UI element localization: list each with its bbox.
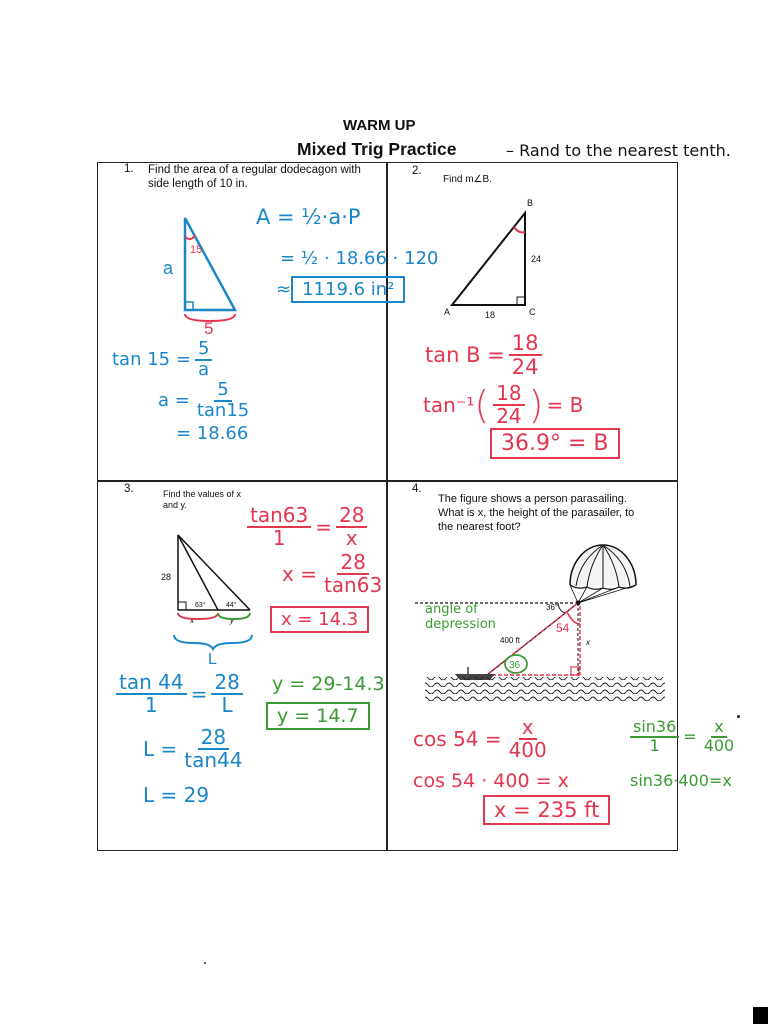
angle-b-arc	[514, 227, 525, 232]
stray-dot	[737, 715, 740, 718]
boat-angle-label: 36	[509, 660, 521, 671]
page-title: Mixed Trig Practice	[297, 139, 457, 159]
distance-label: 400 ft	[500, 636, 521, 645]
l-value: L = 29	[143, 783, 210, 807]
equation-lhs: cos 54 =	[413, 727, 502, 751]
x-label: x	[190, 616, 194, 625]
problem-3-question: Find the values of x and y.	[163, 489, 242, 510]
fraction	[247, 505, 311, 549]
problem-1-question: Find the area of a regular dodecagon with side length of 10 in.	[148, 164, 361, 190]
inverse-tan-equation	[423, 383, 586, 427]
tan15-equation	[112, 340, 216, 380]
denominator: x	[345, 526, 358, 550]
fraction	[116, 672, 187, 716]
y-bracket	[218, 613, 250, 619]
inverse-tan: tan⁻¹	[423, 393, 475, 417]
equals-sign: =	[315, 515, 332, 539]
angle-label: 15	[190, 244, 203, 256]
numerator: 5	[214, 381, 231, 402]
tanB-equation	[425, 332, 546, 378]
approx-sign: ≈	[276, 279, 292, 300]
warm-up-label: WARM UP	[343, 117, 416, 134]
tan44-equation	[112, 672, 247, 716]
fraction	[509, 332, 542, 378]
outer-hypotenuse	[178, 535, 250, 610]
grid-horizontal-divider	[97, 480, 678, 482]
total-brace	[174, 635, 252, 649]
denominator: 400	[703, 735, 735, 755]
fraction	[493, 383, 524, 427]
equation-lhs: tan 15 =	[112, 349, 191, 371]
fraction	[211, 672, 242, 716]
inner-hypotenuse	[178, 535, 218, 610]
stray-dot	[204, 962, 206, 964]
denominator: a	[198, 358, 210, 380]
cos54-equation	[413, 717, 554, 761]
side-bc-label: 24	[531, 254, 542, 264]
side-label: a	[163, 258, 174, 278]
problem-2-answer-line	[490, 428, 620, 459]
numerator: 28	[337, 552, 368, 575]
angle-44-label: 44°	[226, 602, 237, 609]
numerator: tan63	[247, 505, 311, 528]
equation-lhs: L =	[143, 737, 178, 761]
l-solve-equation	[143, 727, 250, 771]
height-label: 28	[161, 572, 172, 582]
equals-sign: =	[683, 727, 697, 747]
right-angle-marker	[517, 297, 525, 305]
a-value: = 18.66	[176, 423, 249, 444]
side-ac-label: 18	[485, 310, 496, 320]
open-paren: (	[474, 383, 490, 427]
angle-63-label: 63°	[195, 602, 206, 609]
fraction	[506, 717, 550, 761]
numerator: 28	[198, 727, 229, 750]
denominator: tan44	[184, 748, 243, 772]
x-answer-line	[270, 606, 369, 633]
height-answer-box: x = 235 ft	[483, 795, 610, 825]
area-answer-line	[276, 276, 405, 303]
scan-corner-mark	[753, 1007, 768, 1024]
fraction	[195, 340, 212, 380]
area-substitution: = ½ · 18.66 · 120	[280, 248, 439, 269]
denominator: 24	[496, 404, 522, 428]
area-formula: A = ½·a·P	[256, 205, 361, 229]
denominator: 1	[649, 735, 660, 755]
equation-lhs: tan B =	[425, 343, 505, 368]
x-solve-equation	[282, 552, 389, 596]
sin36-solve: sin36·400=x	[630, 771, 732, 790]
denominator: 1	[144, 693, 158, 717]
fraction	[701, 719, 738, 755]
y-answer-box: y = 14.7	[266, 702, 370, 730]
close-paren: )	[528, 383, 544, 427]
denominator: tan63	[323, 573, 383, 597]
right-angle-marker	[178, 602, 186, 610]
total-label: L	[208, 651, 217, 668]
denominator: 400	[508, 738, 547, 762]
numerator: 5	[195, 340, 212, 361]
fraction	[321, 552, 385, 596]
angle-36-arc	[558, 603, 565, 613]
height-label: x	[586, 638, 590, 647]
parachute	[570, 545, 636, 606]
fraction	[630, 719, 679, 755]
numerator: 28	[211, 672, 242, 695]
angle-of-depression-note: angle of depression	[425, 602, 496, 632]
angle-54-label: 54	[556, 621, 570, 635]
equation-rhs: = B	[546, 393, 584, 417]
tan63-equation	[243, 505, 371, 549]
denominator: tan15	[196, 399, 250, 421]
base-label: 5	[204, 319, 214, 338]
problem-3-number: 3.	[124, 483, 134, 495]
y-equation: y = 29-14.3	[272, 673, 385, 695]
vertex-b-label: B	[527, 198, 534, 208]
y-label: y	[230, 616, 234, 625]
sin36-equation	[626, 719, 741, 755]
triangle-outline	[185, 218, 235, 310]
numerator: x	[519, 717, 537, 740]
numerator: 18	[509, 332, 542, 356]
numerator: 28	[336, 505, 367, 528]
problem-2-number: 2.	[412, 165, 422, 177]
problem-4-number: 4.	[412, 483, 422, 495]
problem-4-question: The figure shows a person parasailing. What is x, the height of the parasailer, to the nearest foot?	[438, 493, 635, 533]
a-solve-equation	[158, 381, 256, 421]
angle-arc	[185, 235, 195, 239]
vertex-a-label: A	[444, 307, 451, 317]
x-bracket	[178, 613, 218, 619]
x-answer-box: x = 14.3	[270, 606, 369, 633]
fraction	[194, 381, 252, 421]
equation-lhs: x =	[282, 562, 317, 586]
fraction	[181, 727, 245, 771]
numerator: 18	[493, 383, 524, 406]
numerator: x	[711, 719, 726, 738]
problem-2-triangle-figure	[435, 195, 555, 325]
problem-2-question: Find m∠B.	[443, 174, 492, 185]
rounding-note: – Rand to the nearest tenth.	[506, 141, 731, 160]
triangle-outline	[452, 213, 525, 305]
area-answer-box: 1119.6 in²	[291, 276, 405, 303]
vertex-c-label: C	[529, 307, 536, 317]
cos54-solve: cos 54 · 400 = x	[413, 770, 569, 792]
problem-1-number: 1.	[124, 163, 134, 175]
equals-sign: =	[190, 682, 208, 706]
numerator: tan 44	[116, 672, 187, 695]
denominator: 24	[511, 355, 539, 380]
fraction	[336, 505, 367, 549]
equation-lhs: a =	[158, 390, 190, 412]
water-waves	[425, 677, 665, 701]
problem-1-triangle-figure	[150, 205, 260, 340]
y-answer-line	[266, 702, 370, 730]
problem-4-answer-line	[483, 795, 610, 825]
denominator: 1	[272, 526, 286, 550]
angle-b-answer-box: 36.9° = B	[490, 428, 620, 459]
denominator: L	[221, 693, 233, 717]
numerator: sin36	[630, 719, 679, 738]
angle-36-label: 36°	[546, 603, 559, 612]
